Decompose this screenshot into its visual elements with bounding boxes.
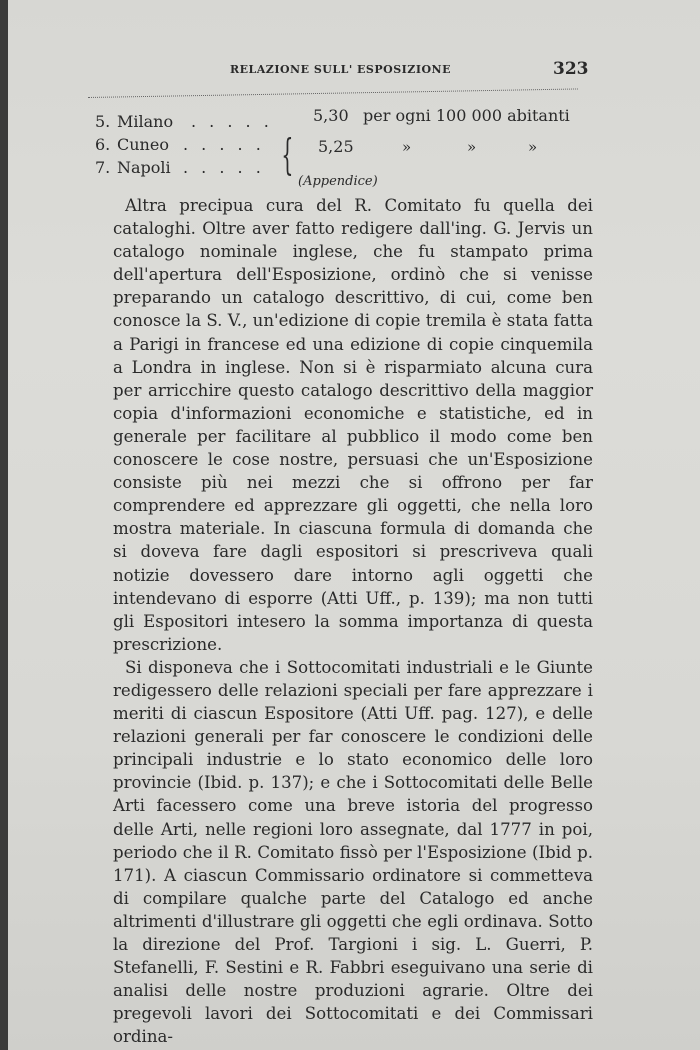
rank-number: 7.: [95, 158, 111, 177]
ditto-mark: »: [467, 138, 477, 156]
ranking-row: [95, 135, 538, 156]
leader-dots: . . . . .: [183, 135, 265, 154]
appendix-note: (Appendice): [298, 174, 378, 189]
header-rule: [88, 88, 578, 98]
book-page: [8, 0, 700, 1050]
leader-dots: . . . . .: [191, 112, 273, 131]
running-title: RELAZIONE SULL' ESPOSIZIONE: [230, 63, 451, 76]
city-name: Cuneo: [117, 135, 169, 154]
ditto-mark: »: [402, 138, 412, 156]
leader-dots: . . . . .: [183, 158, 265, 177]
rate-unit: per ogni 100 000 abitanti: [363, 106, 570, 125]
ranking-list: [8, 104, 700, 194]
ranking-row: [95, 106, 570, 131]
body-text: [113, 194, 593, 1048]
rate-value: 5,25: [318, 137, 354, 156]
rate-value: 5,30: [313, 106, 349, 125]
paragraph: Altra precipua cura del R. Comitato fu quella dei cataloghi. Oltre aver fatto redigere dall'ing. G. Jervis un catalogo nominale inglese, che fu stampato prima dell'apertura dell'Esposizione, ordinò che si venisse preparando un catalogo descrittivo, di cui, come ben conosce la S. V., un'edizione di copie tremila è stata fatta a Parigi in francese ed una edizione di copie cinquemila a Londra in inglese. Non si è risparmiato alcuna cura per arricchire questo catalogo descrittivo della maggior copia d'informazioni economiche e statistiche, ed in generale per facilitare al pubblico il modo come ben conoscere le cose nostre, persuasi che un'Esposizione consiste più nei mezzi che si offrono per far comprendere ed apprezzare gli oggetti, che nella loro mostra materiale. In ciascuna formula di domanda che si doveva fare dagli espositori si prescriveva quali notizie dovessero dare intorno agli oggetti che intendevano di esporre (Atti Uff., p. 139); ma non tutti gli Espositori intesero la somma importanza di questa prescrizione.: [113, 196, 593, 654]
ditto-mark: »: [528, 138, 538, 156]
page-number: 323: [553, 59, 589, 79]
ranking-row: [95, 158, 265, 177]
city-name: Milano: [117, 112, 174, 131]
rank-number: 5.: [95, 112, 111, 131]
paragraph: Si disponeva che i Sottocomitati industriali e le Giunte redigessero delle relazioni speciali per fare apprezzare i meriti di ciascun Espositore (Atti Uff. pag. 127), e delle relazioni generali per far conoscere le condizioni delle principali industrie e lo stato economico delle loro provincie (Ibid. p. 137); e che i Sottocomitati delle Belle Arti facessero come una breve istoria del progresso delle Arti, nelle regioni loro assegnate, dal 1777 in poi, periodo che il R. Comitato fissò per l'Esposizione (Ibid p. 171). A ciascun Commissario ordinatore si commetteva di compilare qualche parte del Catalogo ed anche altrimenti d'illustrare gli oggetti che egli ordinava. Sotto la direzione del Prof. Targioni i sig. L. Guerri, P. Stefanelli, F. Sestini e R. Fabbri eseguivano una serie di analisi delle nostre produzioni agrarie. Oltre dei pregevoli lavori dei Sottocomitati e dei Commissari ordina-: [113, 657, 593, 1047]
grouping-brace: {: [281, 130, 294, 179]
rank-number: 6.: [95, 135, 111, 154]
city-name: Napoli: [117, 158, 171, 177]
page-header: [8, 58, 700, 82]
